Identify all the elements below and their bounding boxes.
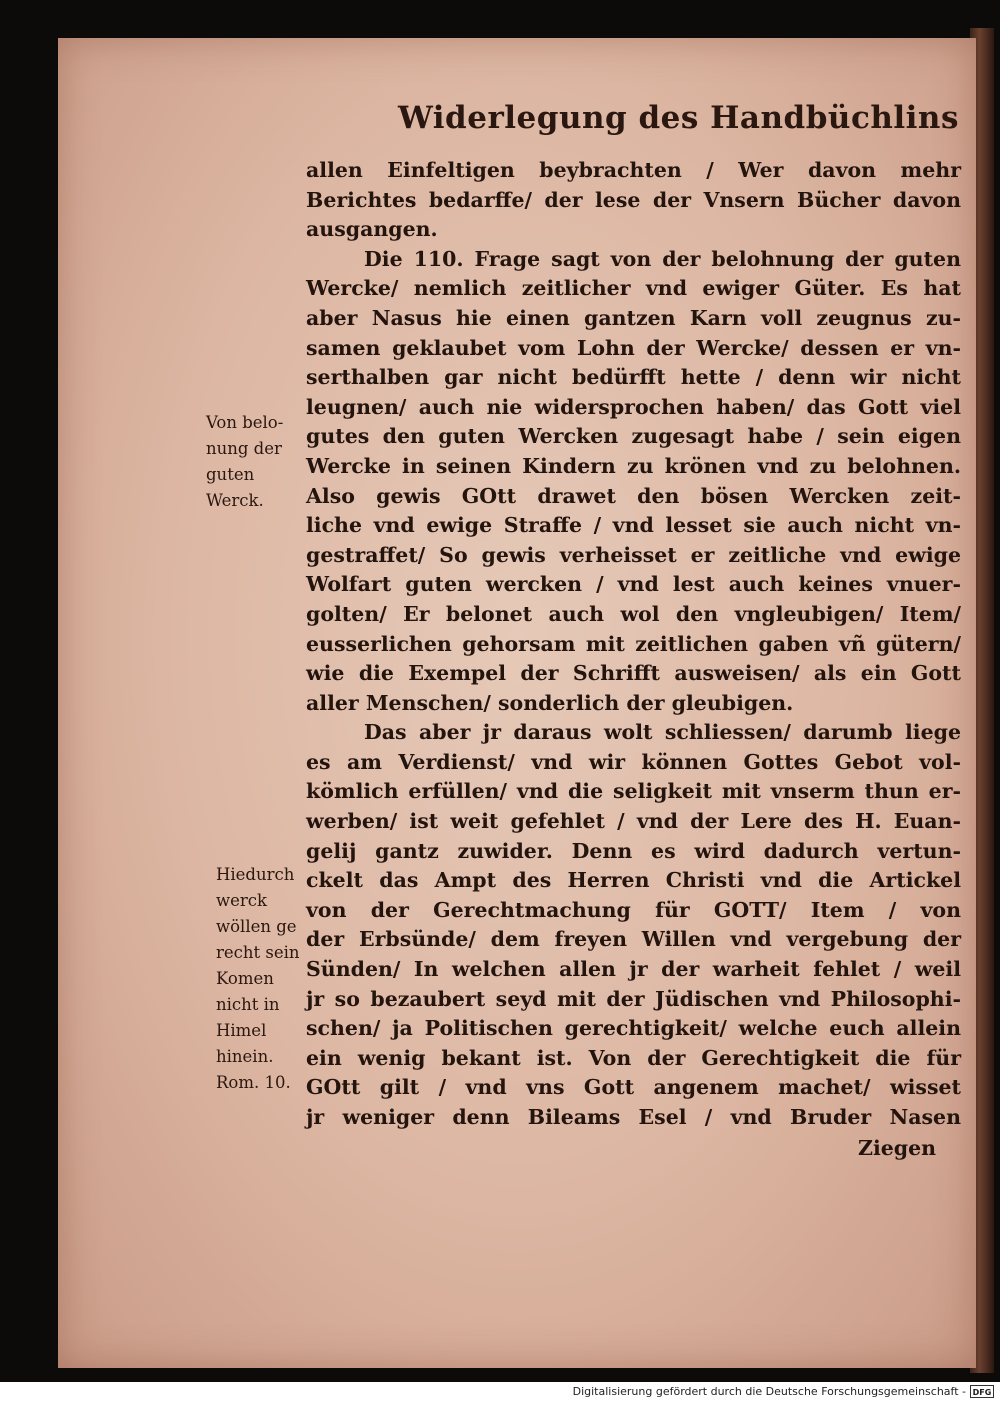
text-line: liche vnd ewige Straffe / vnd lesset sie auch nicht vn- <box>306 513 961 538</box>
text-line: werben/ ist weit gefehlet / vnd der Lere des H. Euan- <box>306 809 961 834</box>
text-line: aber Nasus hie einen gantzen Karn voll zeugnus zu- <box>306 305 961 330</box>
margin-note-line: Werck. <box>206 491 264 510</box>
margin-note-line: nicht in <box>216 995 280 1014</box>
text-line: kömlich erfüllen/ vnd die seligkeit mit vnserm thun er- <box>306 779 961 804</box>
text-line: jr weniger denn Bileams Esel / vnd Bruder Nasen <box>306 1105 961 1129</box>
margin-note-line: Komen <box>216 969 274 988</box>
footer-credit: Digitalisierung gefördert durch die Deutsche Forschungsgemeinschaft - <box>572 1385 966 1398</box>
margin-note-line: hinein. <box>216 1047 274 1066</box>
text-line: ckelt das Ampt des Herren Christi vnd die Artickel <box>306 868 961 893</box>
text-line: allen Einfeltigen beybrachten / Wer davon mehr <box>306 158 961 182</box>
margin-note-line: guten <box>206 465 255 484</box>
text-line: golten/ Er belonet auch wol den vngleubigen/ Item/ <box>306 601 961 626</box>
text-line: ein wenig bekant ist. Von der Gerechtigkeit die für <box>306 1045 961 1070</box>
text-line: gestraffet/ So gewis verheisset er zeitliche vnd ewige <box>306 542 961 567</box>
text-line: jr so bezaubert seyd mit der Jüdischen vnd Philosophi- <box>306 986 961 1011</box>
text-line: Wolfart guten wercken / vnd lest auch keines vnuer- <box>306 572 961 597</box>
margin-note-line: Rom. 10. <box>216 1073 291 1092</box>
footer-strip <box>0 1382 1000 1402</box>
text-line: von der Gerechtmachung für GOTT/ Item / von <box>306 897 961 922</box>
text-line: Die 110. Frage sagt von der belohnung der guten <box>364 246 961 271</box>
margin-note-line: Himel <box>216 1021 267 1040</box>
text-line: Sünden/ In welchen allen jr der warheit fehlet / weil <box>306 957 961 982</box>
text-line: Wercke in seinen Kindern zu krönen vnd zu belohnen. <box>306 453 961 478</box>
text-line: leugnen/ auch nie widersprochen haben/ das Gott viel <box>306 394 961 419</box>
margin-note-line: werck <box>216 891 268 910</box>
text-line: GOtt gilt / vnd vns Gott angenem machet/ wisset <box>306 1075 961 1100</box>
text-line: gutes den guten Wercken zugesagt habe / sein eigen <box>306 424 961 449</box>
text-line: aller Menschen/ sonderlich der gleubigen. <box>306 690 794 715</box>
catchword: Ziegen <box>858 1136 937 1160</box>
body-text <box>306 156 961 1133</box>
text-line: eusserlichen gehorsam mit zeitlichen gaben vñ gütern/ <box>306 631 961 656</box>
margin-note-line: Hiedurch <box>216 865 295 884</box>
running-head: Widerlegung des Handbüchlins <box>398 100 959 136</box>
text-line: serthalben gar nicht bedürfft hette / denn wir nicht <box>306 365 961 390</box>
book-page <box>58 38 976 1368</box>
margin-note <box>216 862 326 1096</box>
text-line: Berichtes bedarffe/ der lese der Vnsern Bücher davon <box>306 187 961 212</box>
text-line: gelij gantz zuwider. Denn es wird dadurch vertun- <box>306 838 961 863</box>
margin-note-line: wöllen ge <box>216 917 297 936</box>
text-line: der Erbsünde/ dem freyen Willen vnd vergebung der <box>306 927 961 952</box>
margin-note-line: nung der <box>206 439 282 458</box>
text-line: es am Verdienst/ vnd wir können Gottes Gebot vol- <box>306 749 961 774</box>
margin-note <box>206 410 316 514</box>
text-line: samen geklaubet vom Lohn der Wercke/ dessen er vn- <box>306 335 961 360</box>
text-line: ausgangen. <box>306 217 438 242</box>
text-line: Wercke/ nemlich zeitlicher vnd ewiger Güter. Es hat <box>306 276 961 301</box>
text-line: Also gewis GOtt drawet den bösen Wercken zeit- <box>306 483 961 508</box>
text-line: Das aber jr daraus wolt schliessen/ darumb liege <box>364 720 961 745</box>
text-line: schen/ ja Politischen gerechtigkeit/ welche euch allein <box>306 1016 961 1041</box>
margin-note-line: Von belo- <box>206 413 284 432</box>
dfg-logo: DFG <box>970 1385 994 1398</box>
text-line: wie die Exempel der Schrifft ausweisen/ als ein Gott <box>306 661 961 686</box>
margin-note-line: recht sein <box>216 943 300 962</box>
